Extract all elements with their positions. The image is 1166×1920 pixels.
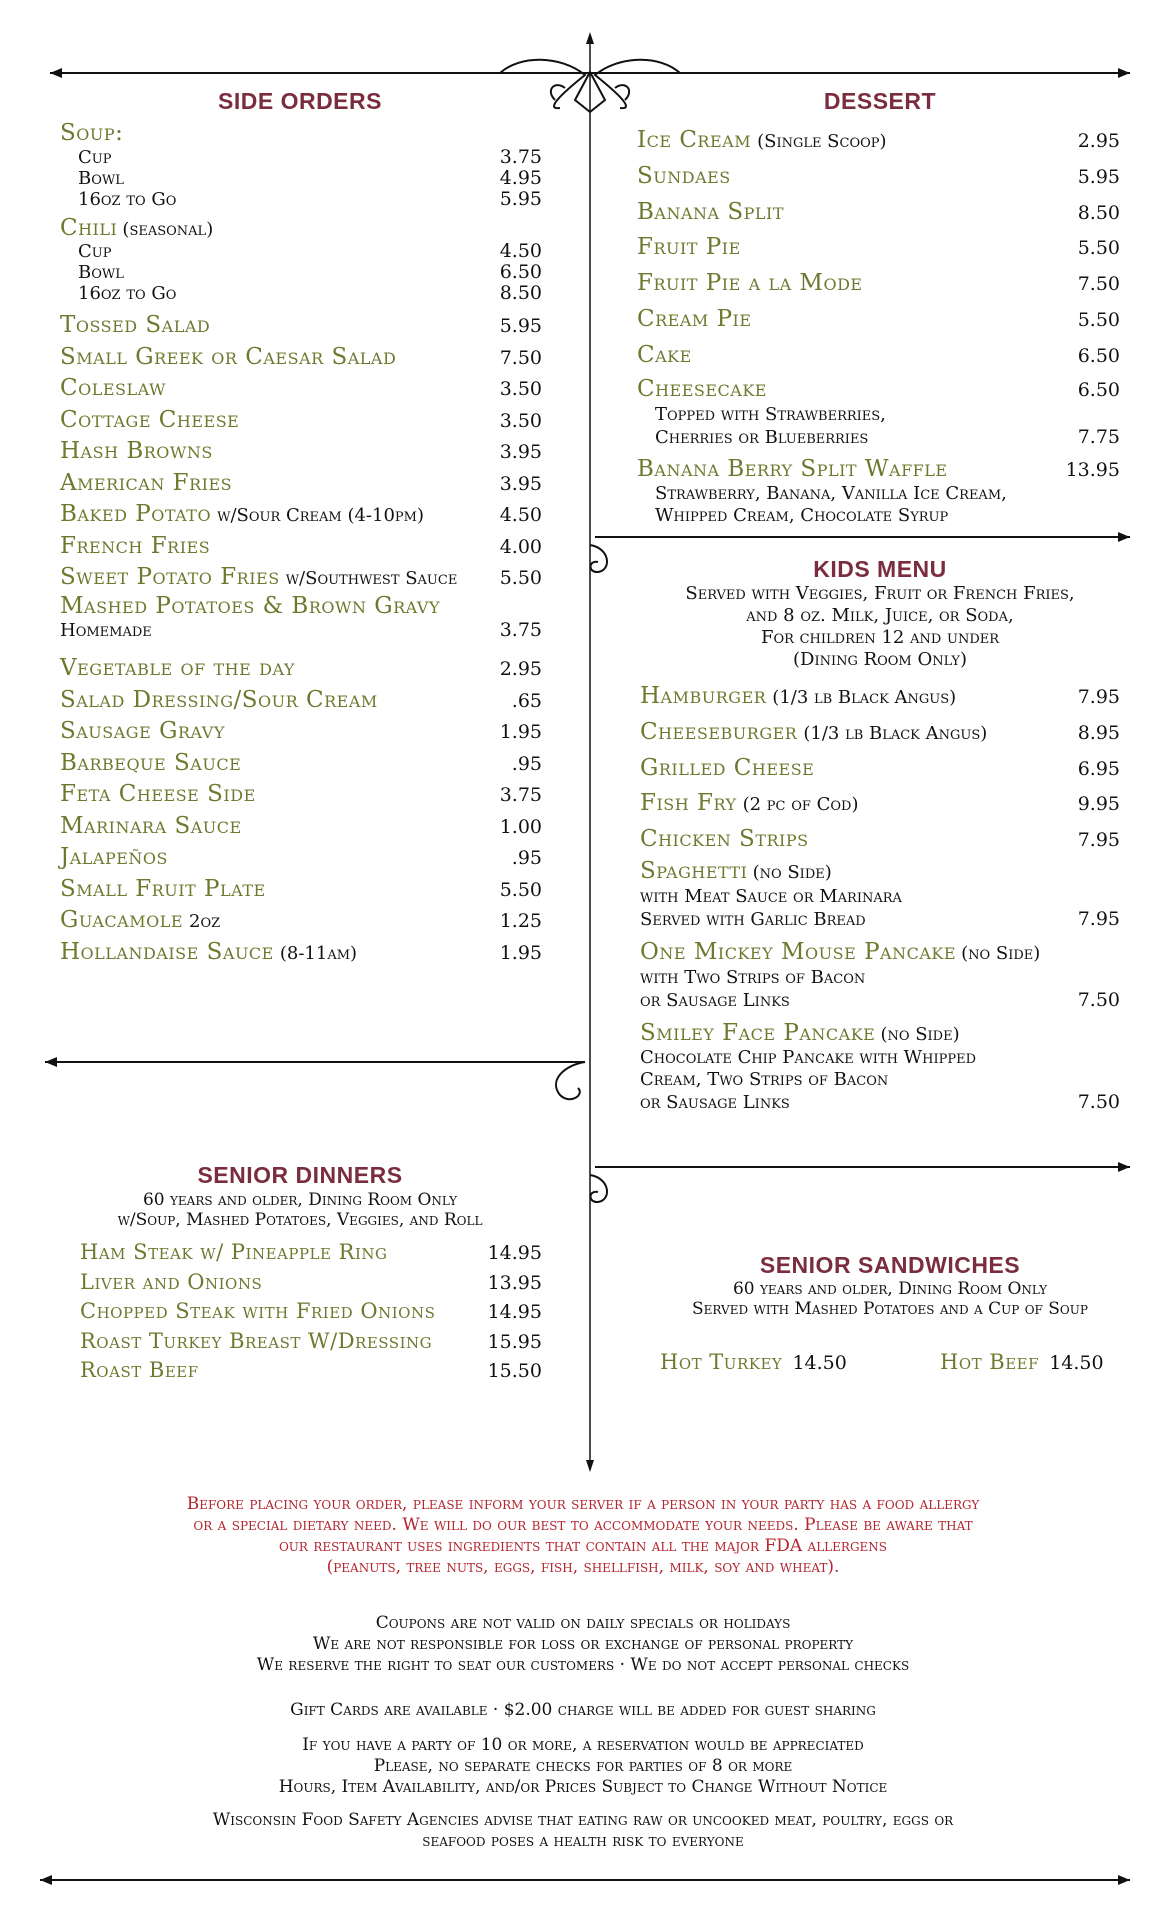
item-name: Sundaes	[637, 162, 731, 189]
item-price: 3.50	[499, 409, 542, 432]
item-price: 1.95	[499, 721, 542, 743]
soup-label: Soup:	[60, 120, 124, 146]
item-price: 15.95	[487, 1330, 542, 1353]
side-orders-title: SIDE ORDERS	[218, 88, 382, 114]
menu-row: Cherries or Blueberries 7.75	[655, 426, 1120, 448]
item-price: 3.95	[499, 472, 542, 495]
spaghetti-desc-1: with Meat Sauce or Marinara	[640, 886, 902, 907]
menu-row	[637, 163, 1120, 189]
item-name: Hamburger (1/3 lb Black Angus)	[640, 683, 957, 709]
item-name: Roast Beef	[80, 1358, 199, 1382]
menu-row	[80, 1270, 542, 1294]
chili-label: Chili (seasonal)	[60, 215, 214, 241]
item-name: Fish Fry (2 pc of Cod)	[640, 790, 859, 817]
smiley-name: Smiley Face Pancake (no Side)	[640, 1020, 960, 1046]
waffle-desc-1: Strawberry, Banana, Vanilla Ice Cream,	[655, 483, 1007, 504]
mickey-name: One Mickey Mouse Pancake (no Side)	[640, 939, 1041, 965]
item-name: Cottage Cheese	[60, 406, 240, 433]
item-price: 5.95	[1077, 165, 1120, 188]
item-price: 2.95	[1077, 130, 1120, 152]
menu-row	[60, 907, 542, 933]
menu-row: Cup 4.50	[78, 240, 542, 262]
item-name: Cream Pie	[637, 306, 752, 332]
item-name: French Fries	[60, 532, 211, 559]
item-price: 1.95	[499, 941, 542, 964]
item-price: 3.50	[499, 378, 542, 400]
menu-row	[80, 1299, 542, 1323]
menu-row	[60, 533, 542, 559]
allergy-notice: Before placing your order, please inform your server if a person in your party has a food allergy or a special dietary need. We will do our best to accommodate your needs. Please be aware that our restaurant uses ingredients that contain all the major FDA allergens (peanuts, tree nuts, eggs, fish, shellfish, milk, soy and wheat).	[186, 1494, 980, 1577]
hot-turkey: Hot Turkey 14.50	[660, 1350, 847, 1374]
menu-row	[60, 312, 542, 338]
menu-row: Cheesecake 6.50	[637, 376, 1120, 402]
item-name: Fruit Pie a la Mode	[637, 270, 863, 297]
policy-block-3: If you have a party of 10 or more, a reservation would be appreciated Please, no separate checks for parties of 8 or more Hours, Item Availability, and/or Prices Subject to Change Without Notice	[278, 1735, 888, 1797]
menu-row	[60, 718, 542, 744]
menu-row	[60, 687, 542, 713]
menu-row	[637, 270, 1120, 296]
item-price: 14.95	[487, 1301, 542, 1323]
item-name: Hollandaise Sauce (8-11am)	[60, 938, 358, 965]
item-name: Sausage Gravy	[60, 718, 225, 744]
menu-row	[60, 750, 542, 776]
menu-row: Homemade 3.75	[60, 619, 542, 641]
item-name: Small Fruit Plate	[60, 875, 266, 902]
menu-row	[80, 1240, 542, 1264]
menu-row	[640, 755, 1120, 781]
hot-beef: Hot Beef 14.50	[940, 1350, 1104, 1374]
menu-row	[60, 876, 542, 902]
item-name: Banana Split	[637, 198, 785, 225]
policy-block-2: Gift Cards are available · $2.00 charge will be added for guest sharing	[290, 1700, 876, 1720]
menu-row	[80, 1329, 542, 1353]
spaghetti-name: Spaghetti (no Side)	[640, 858, 832, 884]
item-name: Cake	[637, 341, 692, 368]
item-name: Roast Turkey Breast W/Dressing	[80, 1328, 433, 1353]
item-price: 8.50	[1077, 201, 1120, 224]
menu-row	[60, 939, 542, 965]
item-name: Chopped Steak with Fried Onions	[80, 1299, 436, 1323]
item-name: Sweet Potato Fries w/Southwest Sauce	[60, 564, 458, 590]
item-name: Hash Browns	[60, 438, 213, 464]
policy-block-1: Coupons are not valid on daily specials or holidays We are not responsible for loss or exchange of personal property We reserve the right to seat our customers · We do not accept personal checks	[256, 1613, 910, 1675]
menu-row	[60, 344, 542, 370]
menu-row: Served with Garlic Bread 7.95	[640, 908, 1120, 930]
menu-row	[640, 683, 1120, 709]
item-name: Vegetable of the day	[60, 655, 295, 681]
menu-row	[640, 826, 1120, 852]
menu-row	[640, 790, 1120, 816]
item-name: Feta Cheese Side	[60, 781, 256, 807]
menu-row	[60, 375, 542, 401]
menu-row	[60, 501, 542, 527]
menu-row	[640, 719, 1120, 745]
menu-row	[637, 234, 1120, 260]
item-price: 7.95	[1077, 829, 1120, 852]
menu-row: Bowl 6.50	[78, 261, 542, 283]
item-price: 4.50	[499, 504, 542, 526]
menu-row: 16oz to Go 5.95	[78, 188, 542, 210]
item-name: Ham Steak w/ Pineapple Ring	[80, 1240, 388, 1264]
item-name: Guacamole 2oz	[60, 907, 221, 933]
item-name: Small Greek or Caesar Salad	[60, 343, 397, 370]
item-price: 14.95	[487, 1242, 542, 1264]
mashed-name: Mashed Potatoes & Brown Gravy	[60, 593, 441, 619]
item-price: 1.00	[499, 815, 542, 838]
item-name: Tossed Salad	[60, 312, 211, 338]
item-name: Marinara Sauce	[60, 812, 242, 839]
cheesecake-desc-1: Topped with Strawberries,	[655, 404, 886, 425]
menu-row: or Sausage Links 7.50	[640, 989, 1120, 1011]
menu-row	[60, 813, 542, 839]
item-name: Chicken Strips	[640, 826, 809, 853]
item-price: 1.25	[499, 910, 542, 932]
menu-row	[637, 127, 1120, 153]
waffle-desc-2: Whipped Cream, Chocolate Syrup	[655, 505, 949, 526]
item-price: 5.95	[499, 315, 542, 337]
item-price: 7.95	[1077, 686, 1120, 708]
item-name: Salad Dressing/Sour Cream	[60, 686, 378, 713]
item-name: Grilled Cheese	[640, 754, 815, 781]
item-name: Baked Potato w/Sour Cream (4-10pm)	[60, 501, 424, 527]
menu-row	[60, 781, 542, 807]
menu-row: 16oz to Go 8.50	[78, 282, 542, 304]
smiley-desc-1: Chocolate Chip Pancake with Whipped	[640, 1047, 977, 1068]
kids-menu-intro: Served with Veggies, Fruit or French Fries, and 8 oz. Milk, Juice, or Soda, For children 12 and under (Dining Room Only)	[685, 583, 1075, 670]
menu-row: Banana Berry Split Waffle 13.95	[637, 456, 1120, 482]
senior-dinners-sub: 60 years and older, Dining Room Only w/Soup, Mashed Potatoes, Veggies, and Roll	[117, 1190, 483, 1230]
item-name: Fruit Pie	[637, 234, 741, 261]
item-price: 5.50	[1077, 309, 1120, 331]
item-price: 5.50	[499, 567, 542, 589]
item-price: 3.95	[499, 441, 542, 463]
item-price: 5.50	[499, 878, 542, 901]
item-price: 7.50	[1077, 273, 1120, 296]
smiley-desc-2: Cream, Two Strips of Bacon	[640, 1069, 889, 1090]
policy-block-4: Wisconsin Food Safety Agencies advise that eating raw or uncooked meat, poultry, eggs or seafood poses a health risk to everyone	[212, 1810, 954, 1851]
menu-row	[60, 407, 542, 433]
menu-row	[637, 199, 1120, 225]
item-price: 9.95	[1077, 793, 1120, 816]
item-price: 2.95	[499, 658, 542, 680]
item-name: Barbeque Sauce	[60, 749, 242, 776]
item-name: Jalapeños	[60, 844, 168, 870]
menu-row: Bowl 4.95	[78, 167, 542, 189]
item-price: 15.50	[487, 1360, 542, 1382]
senior-sandwiches-sub: 60 years and older, Dining Room Only Served with Mashed Potatoes and a Cup of Soup	[692, 1279, 1088, 1319]
menu-row	[60, 564, 542, 590]
item-price: .95	[511, 847, 542, 869]
item-name: Liver and Onions	[80, 1269, 263, 1294]
menu-row	[637, 342, 1120, 368]
item-name: Coleslaw	[60, 375, 166, 401]
menu-row	[60, 470, 542, 496]
senior-sandwiches-title: SENIOR SANDWICHES	[759, 1252, 1021, 1278]
item-price: 13.95	[487, 1271, 542, 1294]
item-price: 3.75	[499, 784, 542, 806]
menu-row: Cup 3.75	[78, 146, 542, 168]
menu-row: or Sausage Links 7.50	[640, 1091, 1120, 1113]
item-price: 7.50	[499, 346, 542, 369]
item-price: .95	[511, 752, 542, 775]
menu-row	[80, 1358, 542, 1382]
item-price: 8.95	[1077, 721, 1120, 744]
menu-row	[60, 844, 542, 870]
item-price: 4.00	[499, 535, 542, 558]
item-price: .65	[511, 689, 542, 712]
item-name: Cheeseburger (1/3 lb Black Angus)	[640, 718, 988, 745]
dessert-title: DESSERT	[823, 88, 937, 114]
item-price: 5.50	[1077, 237, 1120, 260]
item-price: 6.50	[1077, 344, 1120, 367]
menu-row	[637, 306, 1120, 332]
item-name: American Fries	[60, 469, 233, 496]
mickey-desc-1: with Two Strips of Bacon	[640, 967, 866, 988]
senior-dinners-title: SENIOR DINNERS	[197, 1162, 403, 1188]
kids-menu-title: KIDS MENU	[813, 556, 947, 582]
item-price: 6.95	[1077, 757, 1120, 780]
menu-row	[60, 655, 542, 681]
menu-row	[60, 438, 542, 464]
item-name: Ice Cream (Single Scoop)	[637, 127, 887, 153]
